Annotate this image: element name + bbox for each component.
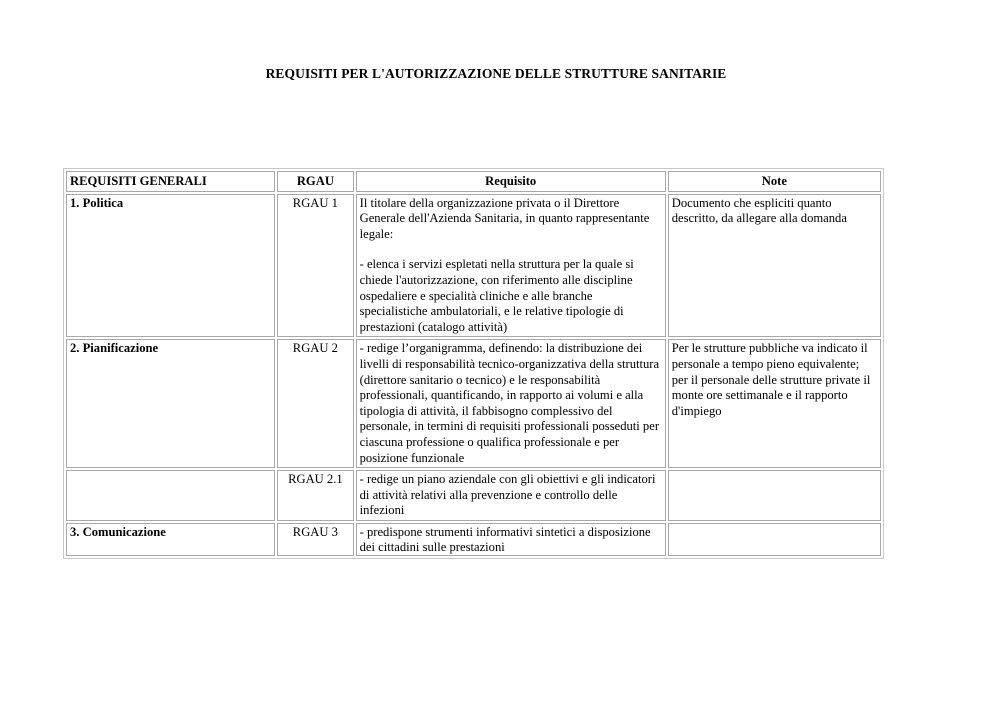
section-label	[66, 470, 275, 521]
requirements-table	[63, 168, 884, 559]
document-title: REQUISITI PER L'AUTORIZZAZIONE DELLE STRUTTURE SANITARIE	[265, 66, 727, 81]
note-text: Documento che espliciti quanto descritto, da allegare alla domanda	[668, 194, 881, 338]
header-note: Note	[668, 171, 881, 192]
requisito-cell	[356, 339, 666, 468]
note-text: Per le strutture pubbliche va indicato il personale a tempo pieno equivalente; per il personale delle strutture private il monte ore settimanale e il rapporto d'impiego	[668, 339, 881, 468]
header-requisiti-generali: REQUISITI GENERALI	[66, 171, 275, 192]
header-rgau: RGAU	[277, 171, 354, 192]
rgau-code: RGAU 2	[277, 339, 354, 468]
requisito-cell	[356, 470, 666, 521]
requisito-text: - predispone strumenti informativi sintetici a disposizione dei cittadini sulle prestazioni	[359, 524, 651, 554]
requisito-text: - redige l’organigramma, definendo: la distribuzione dei livelli di responsabilità tecnico-organizzativa della struttura (direttore sanitario o tecnico) e le responsabilità professionali, quantificando, in rapporto ai volumi e alla tipologia di attività, il fabbisogno complessivo del personale, in termini di requisiti professionali posseduti per ciascuna professione o qualifica professionale e per posizione funzionale	[359, 341, 660, 465]
requisito-text: - elenca i servizi espletati nella struttura per la quale si chiede l'autorizzazione, con riferimento alle discipline ospedaliere e specialità cliniche e alle branche specialistiche ambulatoriali, e le relative tipologie di prestazioni (catalogo attività)	[359, 257, 634, 334]
rgau-code: RGAU 3	[277, 523, 354, 556]
table-header-row	[66, 171, 881, 192]
requisito-text: - redige un piano aziendale con gli obiettivi e gli indicatori di attività relativi alla prevenzione e controllo delle infezioni	[359, 472, 656, 518]
table-row	[66, 194, 881, 338]
requisito-cell	[356, 194, 666, 338]
note-text	[668, 470, 881, 521]
table-row	[66, 523, 881, 556]
requisito-text: Il titolare della organizzazione privata o il Direttore Generale dell'Azienda Sanitaria, in quanto rappresentante legale:	[359, 195, 650, 241]
section-label: 2. Pianificazione	[66, 339, 275, 468]
rgau-code: RGAU 2.1	[277, 470, 354, 521]
requisito-cell	[356, 523, 666, 556]
table-row	[66, 470, 881, 521]
section-label: 1. Politica	[66, 194, 275, 338]
note-text	[668, 523, 881, 556]
table-row	[66, 339, 881, 468]
rgau-code: RGAU 1	[277, 194, 354, 338]
header-requisito: Requisito	[356, 171, 666, 192]
section-label: 3. Comunicazione	[66, 523, 275, 556]
